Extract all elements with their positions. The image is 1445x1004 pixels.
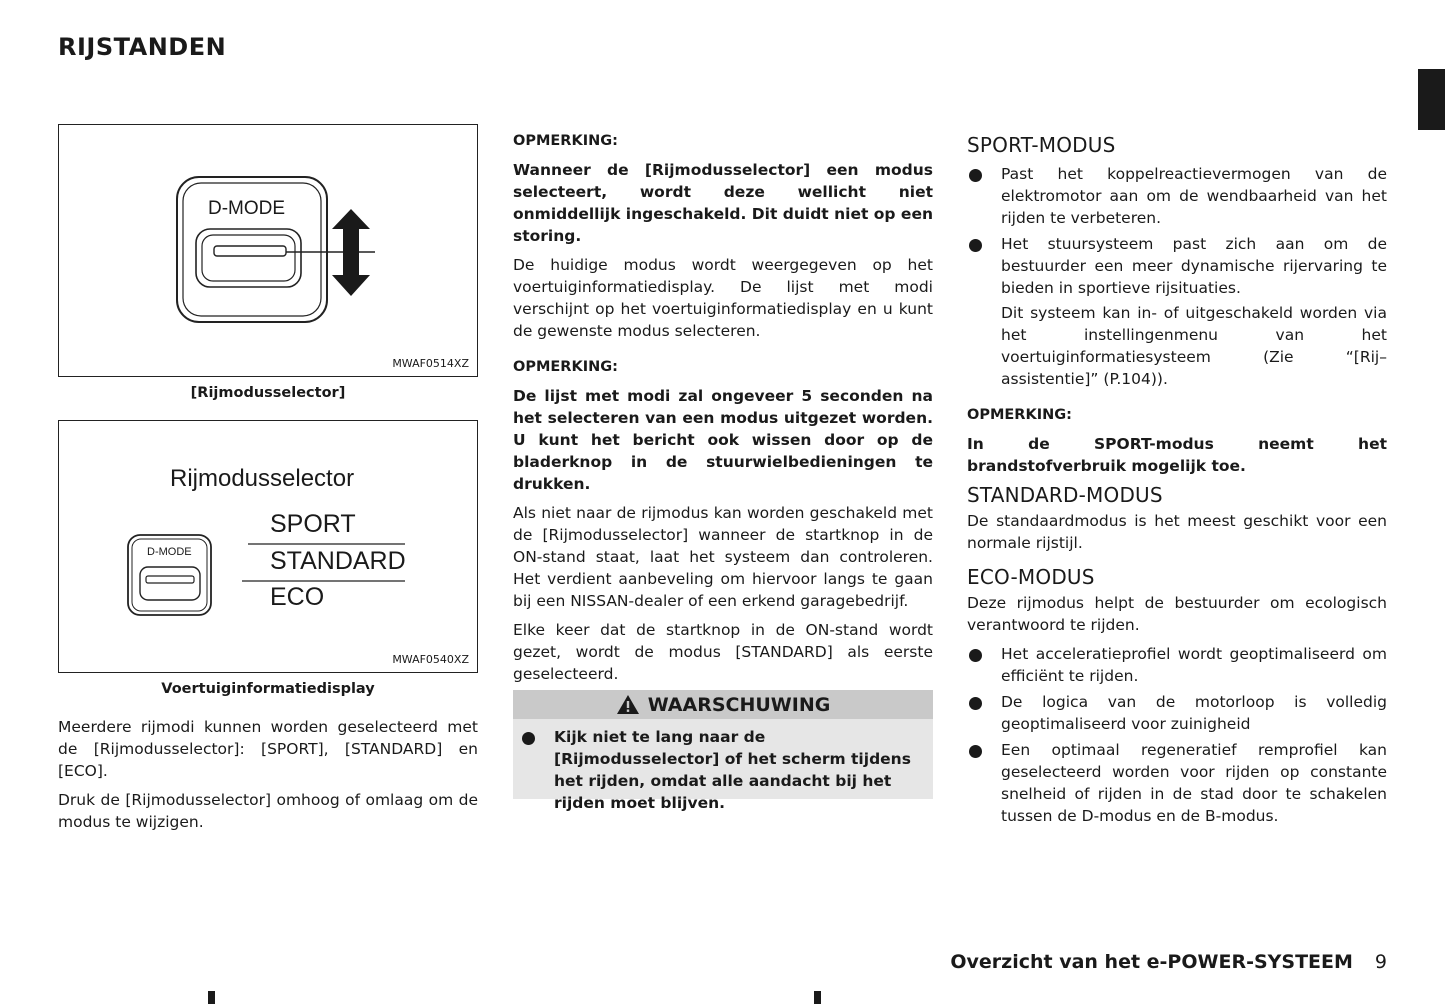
section-heading-sport: SPORT-MODUS xyxy=(967,133,1116,157)
bullet-subtext: Dit systeem kan in- of uitgeschakeld worden via het instellingenmenu van het voertuiginformatiesysteem (Zie “[Rij–assistentie]” (P.104)). xyxy=(1001,304,1387,388)
paragraph: Meerdere rijmodi kunnen worden geselecteerd met de [Rijmodusselector]: [SPORT], [STANDARD] en [ECO]. xyxy=(58,718,478,780)
warning-header xyxy=(513,690,933,719)
dmode-switch-small-illustration xyxy=(59,421,476,671)
column-middle xyxy=(513,130,933,685)
bullet-item xyxy=(967,643,1387,687)
column-left xyxy=(58,716,478,833)
note-heading: OPMERKING: xyxy=(513,359,618,375)
figure-voertuiginformatiedisplay xyxy=(58,420,478,673)
section-heading-standard: STANDARD-MODUS xyxy=(967,483,1163,507)
bullet-text: Past het koppelreactievermogen van de elektromotor aan om de wendbaarheid van het rijden te verbeteren. xyxy=(1001,165,1387,227)
bullet-item xyxy=(967,739,1387,827)
note-text: De lijst met modi zal ongeveer 5 seconden na het selecteren van een modus uitgezet worden. U kunt het bericht ook wissen door op de bladerknop in de stuurwielbedieningen te drukken. xyxy=(513,387,933,493)
bullet-item xyxy=(967,691,1387,735)
bullet-icon xyxy=(969,745,982,758)
bullet-text: Het stuursysteem past zich aan om de bestuurder een meer dynamische rijervaring te bieden in sportieve rijsituaties. xyxy=(1001,235,1387,297)
bullet-item xyxy=(967,233,1387,390)
footer-section-title: Overzicht van het e-POWER-SYSTEEM xyxy=(950,951,1353,973)
note-heading: OPMERKING: xyxy=(513,133,618,149)
page-title: RIJSTANDEN xyxy=(58,33,227,61)
bullet-icon xyxy=(969,649,982,662)
mode-item-eco: ECO xyxy=(270,583,325,611)
dmode-label: D-MODE xyxy=(208,198,286,219)
column-right xyxy=(967,132,1387,827)
warning-triangle-icon xyxy=(616,694,640,715)
bullet-text: Het acceleratieprofiel wordt geoptimaliseerd om efficiënt te rijden. xyxy=(1001,645,1387,685)
bullet-icon xyxy=(969,169,982,182)
mode-item-standard: STANDARD xyxy=(270,547,406,575)
bullet-icon xyxy=(522,732,535,745)
page-number: 9 xyxy=(1374,951,1387,973)
bullet-text: Een optimaal regeneratief remprofiel kan geselecteerd worden voor rijden op constante snelheid of rijden in de stad door te schakelen tussen de D-modus en de B-modus. xyxy=(1001,741,1387,825)
section-heading-eco: ECO-MODUS xyxy=(967,565,1095,589)
bullet-item xyxy=(967,163,1387,229)
paragraph: Als niet naar de rijmodus kan worden geschakeld met de [Rijmodusselector] wanneer de startknop in de ON-stand staat, laat het systeem dan controleren. Het verdient aanbeveling om hiervoor langs te gaan bij een NISSAN-dealer of een erkend garagebedrijf. xyxy=(513,504,933,610)
figure-caption: [Rijmodusselector] xyxy=(190,385,346,401)
bullet-icon xyxy=(969,697,982,710)
figure-code: MWAF0514XZ xyxy=(392,357,469,370)
warning-text: Kijk niet te lang naar de [Rijmodusselector] of het scherm tijdens het rijden, omdat alle aandacht bij het rijden moet blijven. xyxy=(554,728,911,812)
paragraph: De huidige modus wordt weergegeven op het voertuiginformatiedisplay. De lijst met modi verschijnt op het voertuiginformatiedisplay en u kunt de gewenste modus selecteren. xyxy=(513,256,933,340)
section-tab-marker xyxy=(1418,69,1445,130)
paragraph: Druk de [Rijmodusselector] omhoog of omlaag om de modus te wijzigen. xyxy=(58,791,478,831)
note-heading: OPMERKING: xyxy=(967,407,1072,423)
paragraph: De standaardmodus is het meest geschikt voor een normale rijstijl. xyxy=(967,512,1387,552)
bullet-text: De logica van de motorloop is volledig geoptimaliseerd voor zuinigheid xyxy=(1001,693,1387,733)
dmode-small-label: D-MODE xyxy=(147,546,192,558)
mode-item-sport: SPORT xyxy=(270,510,356,538)
warning-box xyxy=(513,690,933,812)
crop-mark xyxy=(208,991,215,1004)
paragraph: Deze rijmodus helpt de bestuurder om ecologisch verantwoord te rijden. xyxy=(967,594,1387,634)
display-heading: Rijmodusselector xyxy=(170,465,355,492)
crop-mark xyxy=(814,991,821,1004)
note-text: In de SPORT-modus neemt het brandstofverbruik mogelijk toe. xyxy=(967,435,1387,475)
bullet-icon xyxy=(969,239,982,252)
note-text: Wanneer de [Rijmodusselector] een modus selecteert, wordt deze wellicht niet onmiddellijk ingeschakeld. Dit duidt niet op een storing. xyxy=(513,161,933,245)
page-footer xyxy=(950,951,1387,973)
paragraph: Elke keer dat de startknop in de ON-stand wordt gezet, wordt de modus [STANDARD] als eerste geselecteerd. xyxy=(513,621,933,683)
figure-rijmodusselector xyxy=(58,124,478,377)
warning-title: WAARSCHUWING xyxy=(647,693,831,716)
figure-code: MWAF0540XZ xyxy=(392,653,469,666)
dmode-switch-illustration xyxy=(59,125,476,375)
figure-caption: Voertuiginformatiedisplay xyxy=(161,681,375,697)
